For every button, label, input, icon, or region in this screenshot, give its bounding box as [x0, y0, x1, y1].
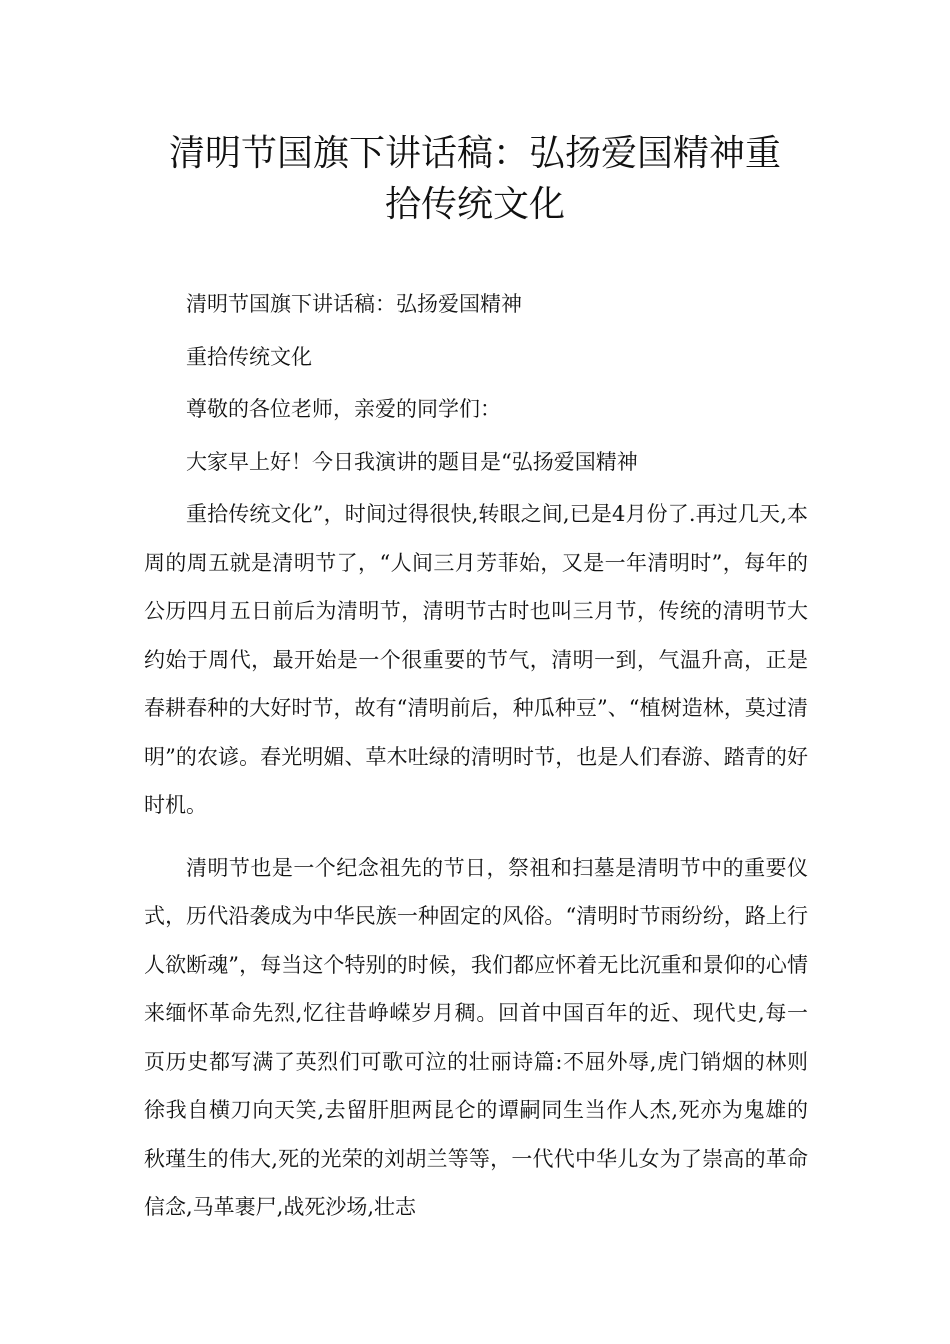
paragraph-greeting: 尊敬的各位老师，亲爱的同学们： [186, 397, 501, 421]
paragraph-subtitle-2: 重拾传统文化 [186, 344, 312, 369]
title-line-2: 拾传统文化 [384, 184, 565, 225]
paragraph-opening: 大家早上好！今日我演讲的题目是“弘扬爱国精神 [186, 449, 638, 474]
document-title [130, 128, 820, 230]
paragraph-qingming-intro: 重拾传统文化”，时间过得很快,转眼之间,已是4月份了.再过几天,本周的周五就是清明节了，“人间三月芳菲始，又是一年清明时”，每年的公历四月五日前后为清明节，清明节古时也叫三月节，传统的清明节大约始于周代，最开始是一个很重要的节气，清明一到，气温升高，正是春耕春种的大好时节，故有“清明前后，种瓜种豆”、“植树造林，莫过清明”的农谚。春光明媚、草木吐绿的清明时节，也是人们春游、踏青的好时机。 [144, 502, 808, 817]
title-line-1: 清明节国旗下讲话稿：弘扬爱国精神重 [168, 133, 781, 174]
paragraph-subtitle-1: 清明节国旗下讲话稿：弘扬爱国精神 [186, 292, 522, 316]
paragraph-memorial: 清明节也是一个纪念祖先的节日，祭祖和扫墓是清明节中的重要仪式，历代沿袭成为中华民族一种固定的风俗。“清明时节雨纷纷，路上行人欲断魂”，每当这个特别的时候，我们都应怀着无比沉重和景仰的心情来缅怀革命先烈,忆往昔峥嵘岁月稠。回首中国百年的近、现代史,每一页历史都写满了英烈们可歌可泣的壮丽诗篇:不屈外辱,虎门销烟的林则徐我自横刀向天笑,去留肝胆两昆仑的谭嗣同生当作人杰,死亦为鬼雄的秋瑾生的伟大,死的光荣的刘胡兰等等，一代代中华儿女为了崇高的革命信念,马革裹尸,战死沙场,壮志 [144, 855, 808, 1219]
document-body [144, 280, 808, 1232]
